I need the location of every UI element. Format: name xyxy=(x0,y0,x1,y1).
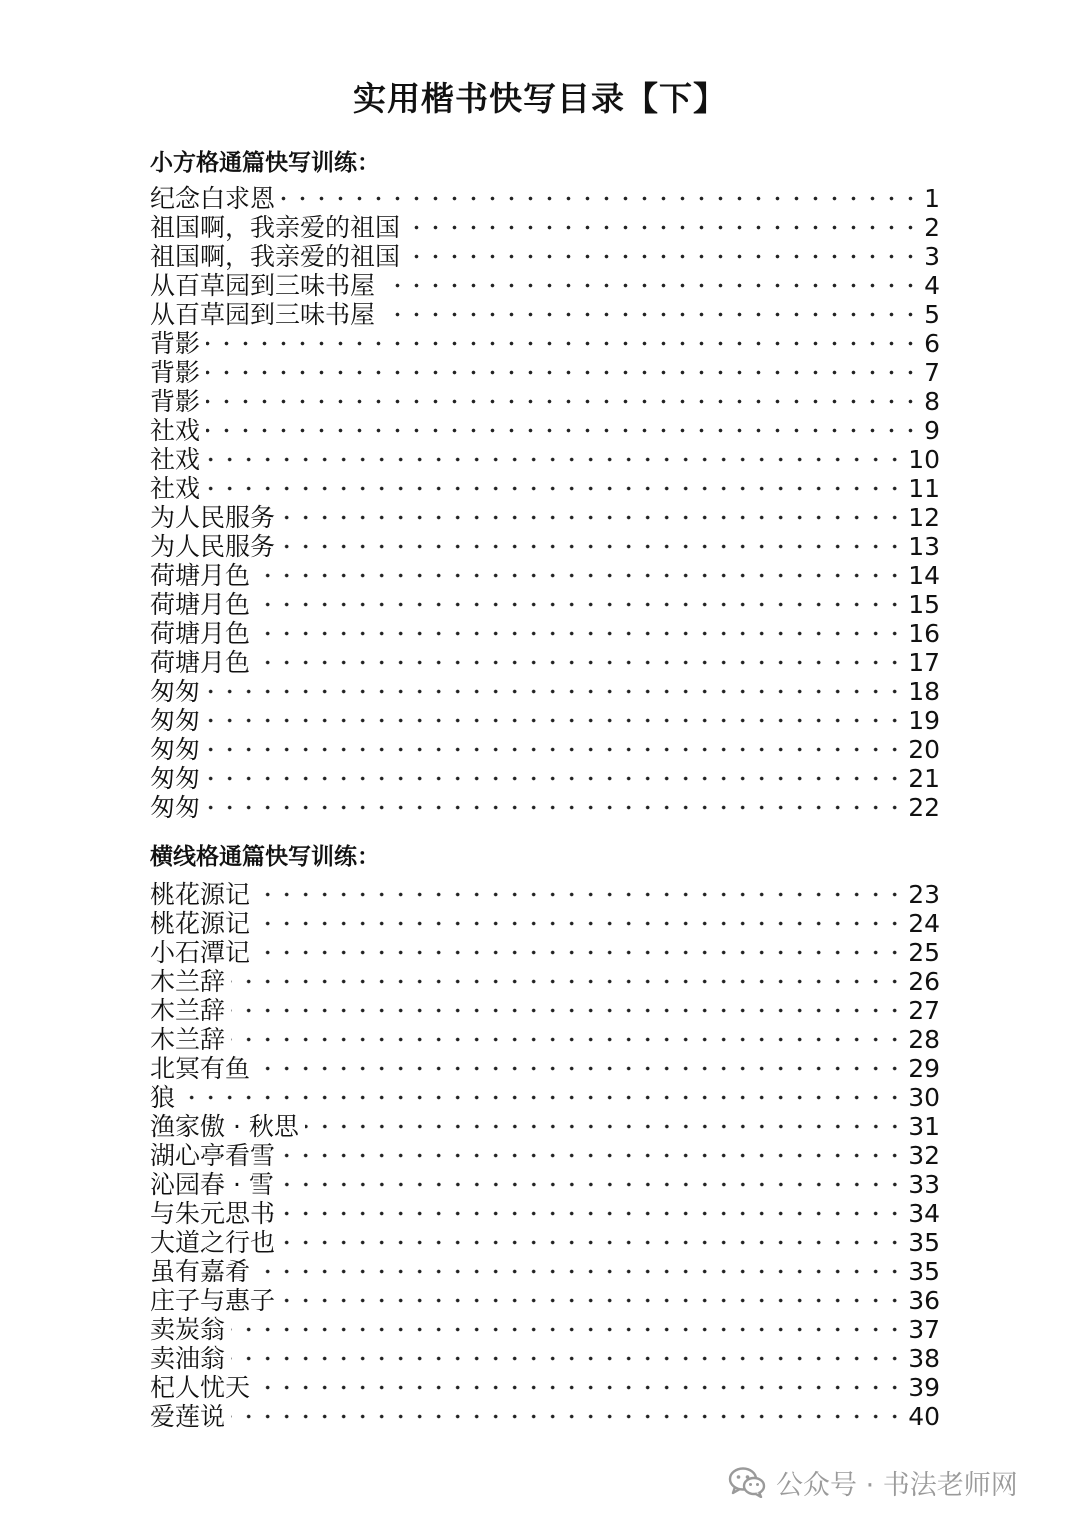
dot-leader xyxy=(281,184,920,213)
toc-entry-page: 19 xyxy=(908,706,940,735)
toc-entry-page: 35 xyxy=(908,1257,940,1286)
toc-entry-page: 1 xyxy=(924,184,940,213)
toc-list xyxy=(150,184,940,822)
dot-leader xyxy=(231,1025,904,1054)
toc-entry-page: 10 xyxy=(908,445,940,474)
dot-leader xyxy=(406,213,920,242)
toc-entry-page: 31 xyxy=(908,1112,940,1141)
dot-leader xyxy=(256,1054,904,1083)
dot-leader xyxy=(256,938,904,967)
dot-leader xyxy=(281,1141,904,1170)
toc-entry-page: 24 xyxy=(908,909,940,938)
toc-entry-title: 背影 xyxy=(150,387,201,416)
toc-entry-title: 北冥有鱼 xyxy=(150,1054,251,1083)
toc-entry-title: 爱莲说 xyxy=(150,1402,226,1431)
toc-entry-title: 木兰辞 xyxy=(150,996,226,1025)
toc-entry-title: 祖国啊，我亲爱的祖国 xyxy=(150,213,401,242)
toc-entry-title: 木兰辞 xyxy=(150,1025,226,1054)
toc-entry-page: 23 xyxy=(908,880,940,909)
toc-entry xyxy=(150,1170,940,1199)
toc-entry xyxy=(150,329,940,358)
toc-entry-title: 匆匆 xyxy=(150,793,201,822)
toc-entry-page: 15 xyxy=(908,590,940,619)
toc-entry-title: 沁园春 · 雪 xyxy=(150,1170,274,1199)
dot-leader xyxy=(206,735,904,764)
toc-entry-page: 12 xyxy=(908,503,940,532)
toc-entry xyxy=(150,1402,940,1431)
toc-entry-title: 为人民服务 xyxy=(150,503,276,532)
toc-entry xyxy=(150,358,940,387)
toc-entry xyxy=(150,416,940,445)
dot-leader xyxy=(231,1402,904,1431)
toc-entry-title: 桃花源记 xyxy=(150,880,251,909)
toc-entry-title: 桃花源记 xyxy=(150,909,251,938)
toc-entry-page: 28 xyxy=(908,1025,940,1054)
toc-entry xyxy=(150,213,940,242)
toc-entry-title: 社戏 xyxy=(150,416,201,445)
dot-leader xyxy=(206,358,920,387)
dot-leader xyxy=(281,1228,904,1257)
toc-entry xyxy=(150,793,940,822)
toc-entry xyxy=(150,967,940,996)
toc-entry xyxy=(150,938,940,967)
dot-leader xyxy=(281,1199,904,1228)
dot-leader xyxy=(181,1083,904,1112)
toc-entry-page: 36 xyxy=(908,1286,940,1315)
toc-entry-title: 庄子与惠子 xyxy=(150,1286,276,1315)
toc-entry-title: 背影 xyxy=(150,329,201,358)
toc-entry-title: 匆匆 xyxy=(150,764,201,793)
toc-entry xyxy=(150,677,940,706)
toc-entry xyxy=(150,590,940,619)
toc-entry xyxy=(150,706,940,735)
dot-leader xyxy=(206,793,904,822)
dot-leader xyxy=(256,909,904,938)
toc-entry xyxy=(150,996,940,1025)
toc-entry-title: 木兰辞 xyxy=(150,967,226,996)
toc-entry-title: 狼 xyxy=(150,1083,176,1112)
dot-leader xyxy=(206,474,904,503)
toc-entry-title: 小石潭记 xyxy=(150,938,251,967)
dot-leader xyxy=(280,1170,904,1199)
toc-entry-page: 30 xyxy=(908,1083,940,1112)
toc-entry-title: 渔家傲 · 秋思 xyxy=(150,1112,299,1141)
toc-entry-page: 11 xyxy=(908,474,940,503)
toc-entry xyxy=(150,1112,940,1141)
toc-entry-page: 37 xyxy=(908,1315,940,1344)
dot-leader xyxy=(231,1315,904,1344)
toc-entry xyxy=(150,242,940,271)
toc-entry xyxy=(150,1257,940,1286)
toc-entry-title: 从百草园到三味书屋 xyxy=(150,300,376,329)
toc-entry-title: 与朱元思书 xyxy=(150,1199,276,1228)
dot-leader xyxy=(206,445,904,474)
toc-entry-page: 4 xyxy=(924,271,940,300)
wechat-icon xyxy=(728,1466,766,1498)
toc-entry xyxy=(150,764,940,793)
toc-entry-title: 大道之行也 xyxy=(150,1228,276,1257)
toc-entry xyxy=(150,909,940,938)
toc-entry-page: 26 xyxy=(908,967,940,996)
toc-entry xyxy=(150,1141,940,1170)
toc-entry-page: 21 xyxy=(908,764,940,793)
toc-entry-page: 20 xyxy=(908,735,940,764)
dot-leader xyxy=(281,503,904,532)
toc-entry-page: 35 xyxy=(908,1228,940,1257)
dot-leader xyxy=(206,416,920,445)
toc-entry-page: 13 xyxy=(908,532,940,561)
toc-entry xyxy=(150,300,940,329)
toc-entry xyxy=(150,648,940,677)
toc-entry-title: 匆匆 xyxy=(150,706,201,735)
dot-leader xyxy=(256,619,904,648)
toc-entry-page: 25 xyxy=(908,938,940,967)
toc-entry-page: 14 xyxy=(908,561,940,590)
toc-entry-page: 7 xyxy=(924,358,940,387)
toc-entry-page: 16 xyxy=(908,619,940,648)
toc-entry-title: 为人民服务 xyxy=(150,532,276,561)
toc-entry-page: 40 xyxy=(908,1402,940,1431)
toc-entry-title: 从百草园到三味书屋 xyxy=(150,271,376,300)
toc-entry-page: 17 xyxy=(908,648,940,677)
toc-entry xyxy=(150,184,940,213)
toc-entry xyxy=(150,474,940,503)
toc-entry-page: 39 xyxy=(908,1373,940,1402)
toc-entry-title: 荷塘月色 xyxy=(150,648,251,677)
dot-leader xyxy=(256,1373,904,1402)
toc-entry-title: 匆匆 xyxy=(150,735,201,764)
toc-entry xyxy=(150,503,940,532)
toc-entry xyxy=(150,880,940,909)
toc-entry-title: 荷塘月色 xyxy=(150,561,251,590)
dot-leader xyxy=(206,329,920,358)
toc-entry xyxy=(150,1315,940,1344)
toc-entry xyxy=(150,1199,940,1228)
toc-entry-title: 卖炭翁 xyxy=(150,1315,226,1344)
toc-entry xyxy=(150,1286,940,1315)
dot-leader xyxy=(305,1112,904,1141)
toc-entry-page: 9 xyxy=(924,416,940,445)
dot-leader xyxy=(206,706,904,735)
toc-entry-title: 杞人忧天 xyxy=(150,1373,251,1402)
toc-entry xyxy=(150,271,940,300)
dot-leader xyxy=(206,677,904,706)
toc-entry xyxy=(150,1083,940,1112)
dot-leader xyxy=(281,1286,904,1315)
toc-entry-title: 匆匆 xyxy=(150,677,201,706)
toc-entry-title: 背影 xyxy=(150,358,201,387)
dot-leader xyxy=(206,387,920,416)
toc-entry-title: 湖心亭看雪 xyxy=(150,1141,276,1170)
toc-entry xyxy=(150,445,940,474)
toc-entry-page: 27 xyxy=(908,996,940,1025)
toc-entry-title: 虽有嘉肴 xyxy=(150,1257,251,1286)
toc-entry-page: 8 xyxy=(924,387,940,416)
toc-entry-page: 22 xyxy=(908,793,940,822)
toc-entry xyxy=(150,1373,940,1402)
dot-leader xyxy=(381,271,920,300)
dot-leader xyxy=(281,532,904,561)
toc-entry xyxy=(150,1025,940,1054)
toc-entry-title: 社戏 xyxy=(150,445,201,474)
dot-leader xyxy=(256,561,904,590)
toc-entry-page: 5 xyxy=(924,300,940,329)
toc-entry-page: 33 xyxy=(908,1170,940,1199)
toc-entry xyxy=(150,1054,940,1083)
section-heading: 小方格通篇快写训练： xyxy=(150,150,380,176)
toc-list xyxy=(150,880,940,1431)
toc-entry-title: 祖国啊，我亲爱的祖国 xyxy=(150,242,401,271)
page-title: 实用楷书快写目录【下】 xyxy=(353,79,727,118)
dot-leader xyxy=(406,242,920,271)
dot-leader xyxy=(231,1344,904,1373)
toc-entry-page: 34 xyxy=(908,1199,940,1228)
toc-entry-title: 纪念白求恩 xyxy=(150,184,276,213)
dot-leader xyxy=(256,648,904,677)
toc-entry-page: 32 xyxy=(908,1141,940,1170)
toc-entry-title: 荷塘月色 xyxy=(150,590,251,619)
toc-entry-title: 社戏 xyxy=(150,474,201,503)
toc-entry-page: 3 xyxy=(924,242,940,271)
toc-entry xyxy=(150,619,940,648)
toc-entry-title: 卖油翁 xyxy=(150,1344,226,1373)
dot-leader xyxy=(231,967,904,996)
toc-entry-page: 6 xyxy=(924,329,940,358)
dot-leader xyxy=(256,880,904,909)
toc-entry-title: 荷塘月色 xyxy=(150,619,251,648)
footer-watermark xyxy=(728,1462,1018,1502)
footer-text: 公众号 · 书法老师网 xyxy=(776,1469,1018,1501)
section-heading: 横线格通篇快写训练： xyxy=(150,844,380,870)
dot-leader xyxy=(206,764,904,793)
toc-entry xyxy=(150,387,940,416)
toc-entry-page: 18 xyxy=(908,677,940,706)
toc-entry xyxy=(150,1228,940,1257)
toc-entry-page: 38 xyxy=(908,1344,940,1373)
toc-entry xyxy=(150,532,940,561)
toc-entry xyxy=(150,561,940,590)
toc-entry xyxy=(150,1344,940,1373)
dot-leader xyxy=(256,590,904,619)
toc-entry-page: 29 xyxy=(908,1054,940,1083)
dot-leader xyxy=(256,1257,904,1286)
dot-leader xyxy=(381,300,920,329)
toc-entry-page: 2 xyxy=(924,213,940,242)
dot-leader xyxy=(231,996,904,1025)
toc-entry xyxy=(150,735,940,764)
